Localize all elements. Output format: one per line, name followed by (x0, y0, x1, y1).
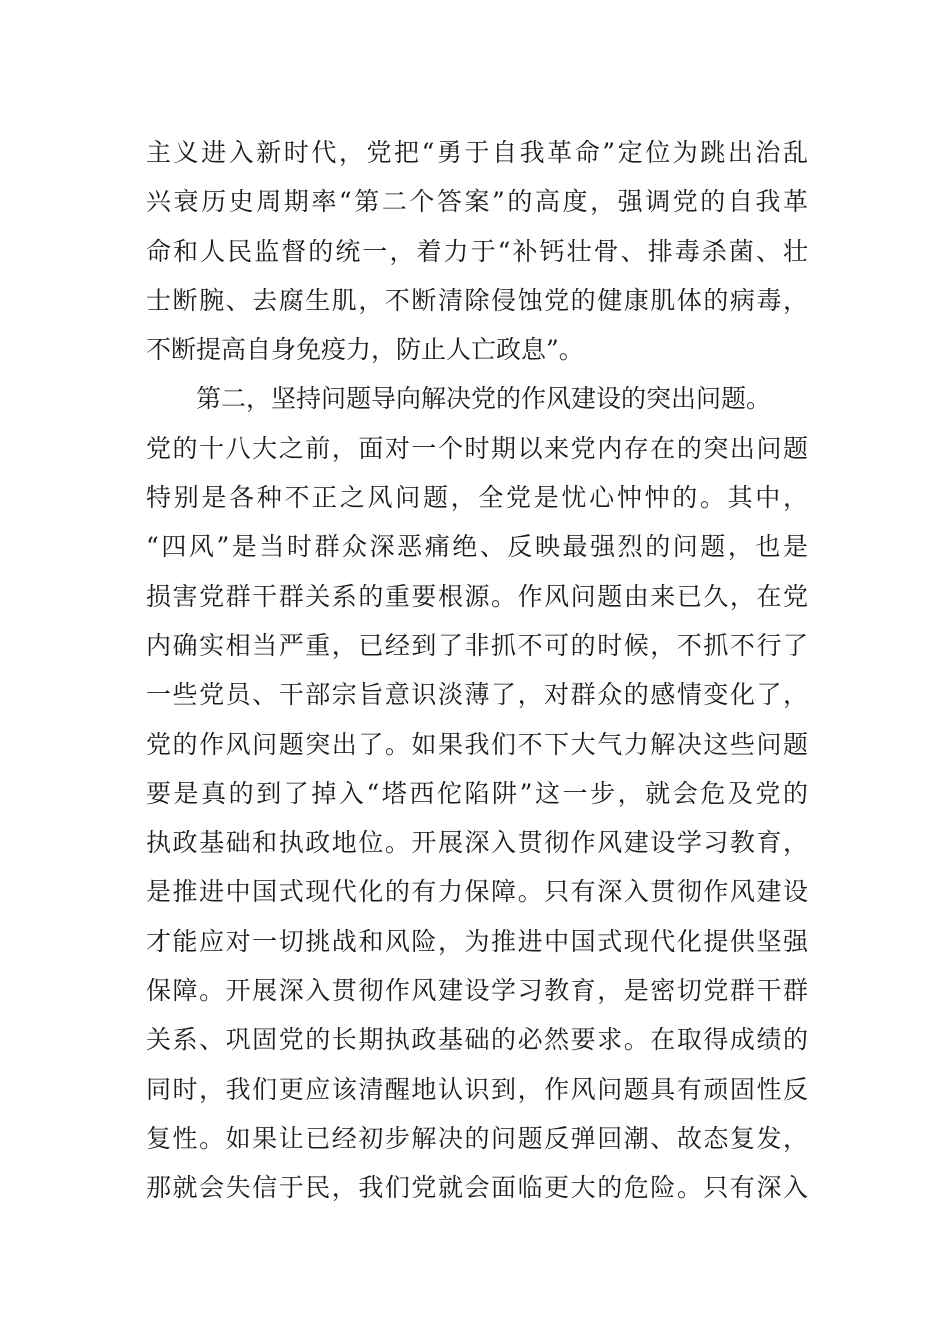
text-line: “四风”是当时群众深恶痛绝、反映最强烈的问题，也是 (146, 532, 808, 562)
text-line: 那就会失信于民，我们党就会面临更大的危险。只有深入 (146, 1173, 808, 1203)
text-line: 保障。开展深入贯彻作风建设学习教育，是密切党群干群 (146, 976, 808, 1006)
text-line: 才能应对一切挑战和风险，为推进中国式现代化提供坚强 (146, 926, 808, 956)
text-line: 不断提高自身免疫力，防止人亡政息”。 (146, 335, 584, 365)
text-line: 执政基础和执政地位。开展深入贯彻作风建设学习教育， (146, 828, 808, 858)
text-line: 关系、巩固党的长期执政基础的必然要求。在取得成绩的 (146, 1025, 808, 1055)
text-line: 内确实相当严重，已经到了非抓不可的时候，不抓不行了 (146, 630, 808, 660)
paragraph-start-line: 第二，坚持问题导向解决党的作风建设的突出问题。 (196, 384, 772, 414)
text-line: 党的十八大之前，面对一个时期以来党内存在的突出问题 (146, 433, 808, 463)
text-line: 是推进中国式现代化的有力保障。只有深入贯彻作风建设 (146, 877, 808, 907)
text-line: 复性。如果让已经初步解决的问题反弹回潮、故态复发， (146, 1123, 808, 1153)
text-line: 特别是各种不正之风问题，全党是忧心忡忡的。其中， (146, 483, 808, 513)
body-text (146, 128, 808, 1213)
text-line: 士断腕、去腐生肌，不断清除侵蚀党的健康肌体的病毒， (146, 285, 808, 315)
text-line: 损害党群干群关系的重要根源。作风问题由来已久，在党 (146, 581, 808, 611)
text-line: 命和人民监督的统一，着力于“补钙壮骨、排毒杀菌、壮 (146, 236, 808, 266)
text-line: 兴衰历史周期率“第二个答案”的高度，强调党的自我革 (146, 187, 808, 217)
text-line: 同时，我们更应该清醒地认识到，作风问题具有顽固性反 (146, 1074, 808, 1104)
text-line: 主义进入新时代，党把“勇于自我革命”定位为跳出治乱 (146, 138, 808, 167)
text-line: 党的作风问题突出了。如果我们不下大气力解决这些问题 (146, 729, 808, 759)
text-line: 一些党员、干部宗旨意识淡薄了，对群众的感情变化了， (146, 680, 808, 710)
text-line: 要是真的到了掉入“塔西佗陷阱”这一步，就会危及党的 (146, 778, 808, 808)
